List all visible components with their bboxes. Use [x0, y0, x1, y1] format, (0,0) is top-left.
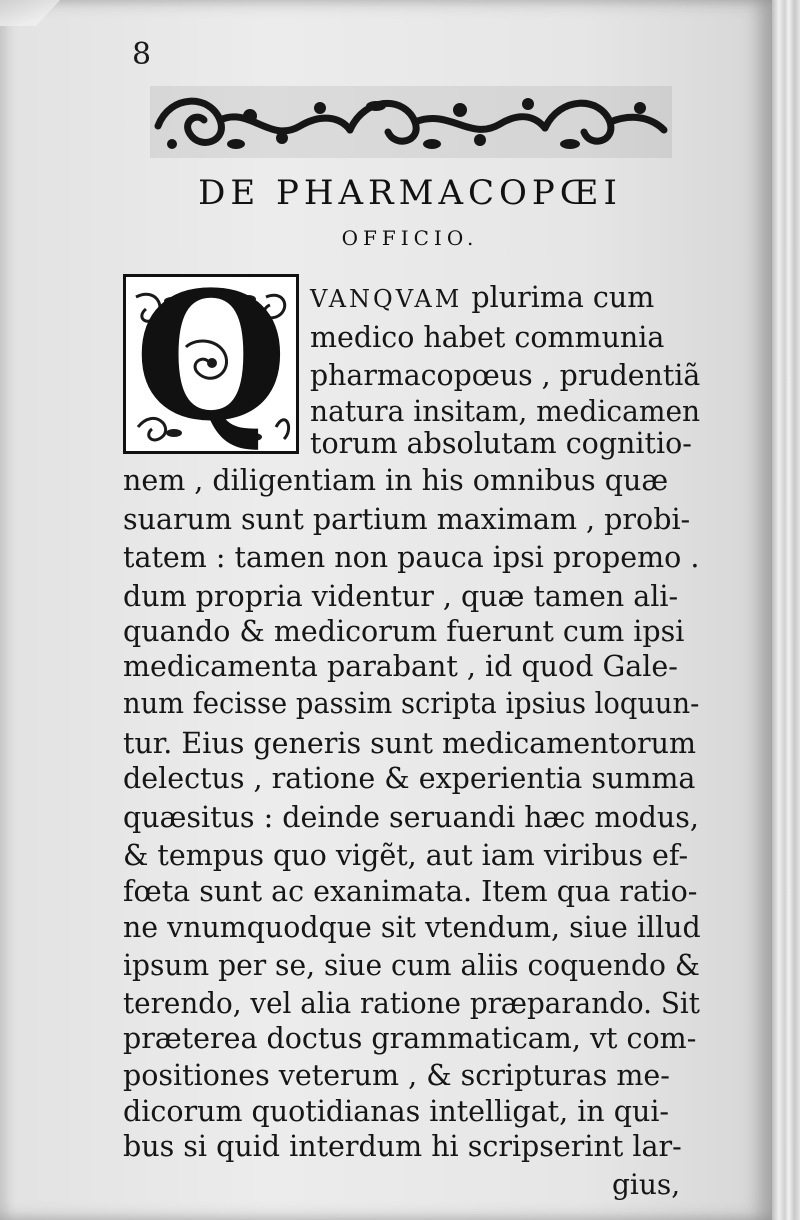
page-number: 8 — [132, 37, 152, 72]
text-line: torum absolutam cognitio- — [310, 427, 692, 460]
text-line: terendo, vel alia ratione præparando. Sit — [123, 987, 700, 1020]
text-line: pharmacopœus , prudentiã — [310, 359, 701, 392]
initial-letter: Q — [134, 253, 288, 460]
text-line-first — [310, 281, 655, 314]
text-line: tur. Eius generis sunt medicamentorum — [123, 727, 697, 760]
text-line: nem , diligentiam in his omnibus quæ — [123, 464, 669, 497]
page-edge — [772, 0, 800, 1220]
text-line: & tempus quo vigẽt, aut iam viribus ef- — [123, 839, 689, 872]
text-line: tatem : tamen non pauca ipsi propemo . — [123, 541, 700, 574]
text-line: quæsitus : deinde seruandi hæc modus, — [123, 801, 699, 834]
text-line: ipsum per se, siue cum aliis coquendo & — [123, 949, 700, 982]
first-line-rest: plurima cum — [462, 281, 655, 314]
text-line: ne vnumquodque sit vtendum, siue illud — [123, 911, 701, 944]
page-subtitle: OFFICIO. — [341, 226, 479, 250]
first-word-smallcaps: VANQVAM — [310, 285, 463, 313]
page-title: DE PHARMACOPŒI — [198, 173, 622, 213]
text-line: medicamenta parabant , id quod Gale- — [123, 650, 678, 683]
text-line: natura insitam, medicamen — [310, 395, 701, 428]
text-line: fœta sunt ac exanimata. Item qua ratio- — [123, 875, 698, 908]
text-line: delectus , ratione & experientia summa — [123, 762, 696, 795]
text-line: bus si quid interdum hi scripserint lar- — [123, 1130, 682, 1163]
text-line: præterea doctus grammaticam, vt com- — [123, 1022, 697, 1055]
text-line: quando & medicorum fuerunt cum ipsi — [123, 615, 685, 648]
catchword: gius, — [612, 1168, 681, 1201]
text-line: suarum sunt partium maximam , probi- — [123, 503, 691, 536]
text-line: medico habet communia — [310, 321, 665, 354]
text-line: positiones veterum , & scripturas me- — [123, 1059, 670, 1092]
text-line: num fecisse passim scripta ipsius loquun- — [123, 687, 700, 720]
text-line: dum propria videntur , quæ tamen ali- — [123, 580, 679, 613]
text-line: dicorum quotidianas intelligat, in qui- — [123, 1095, 670, 1128]
